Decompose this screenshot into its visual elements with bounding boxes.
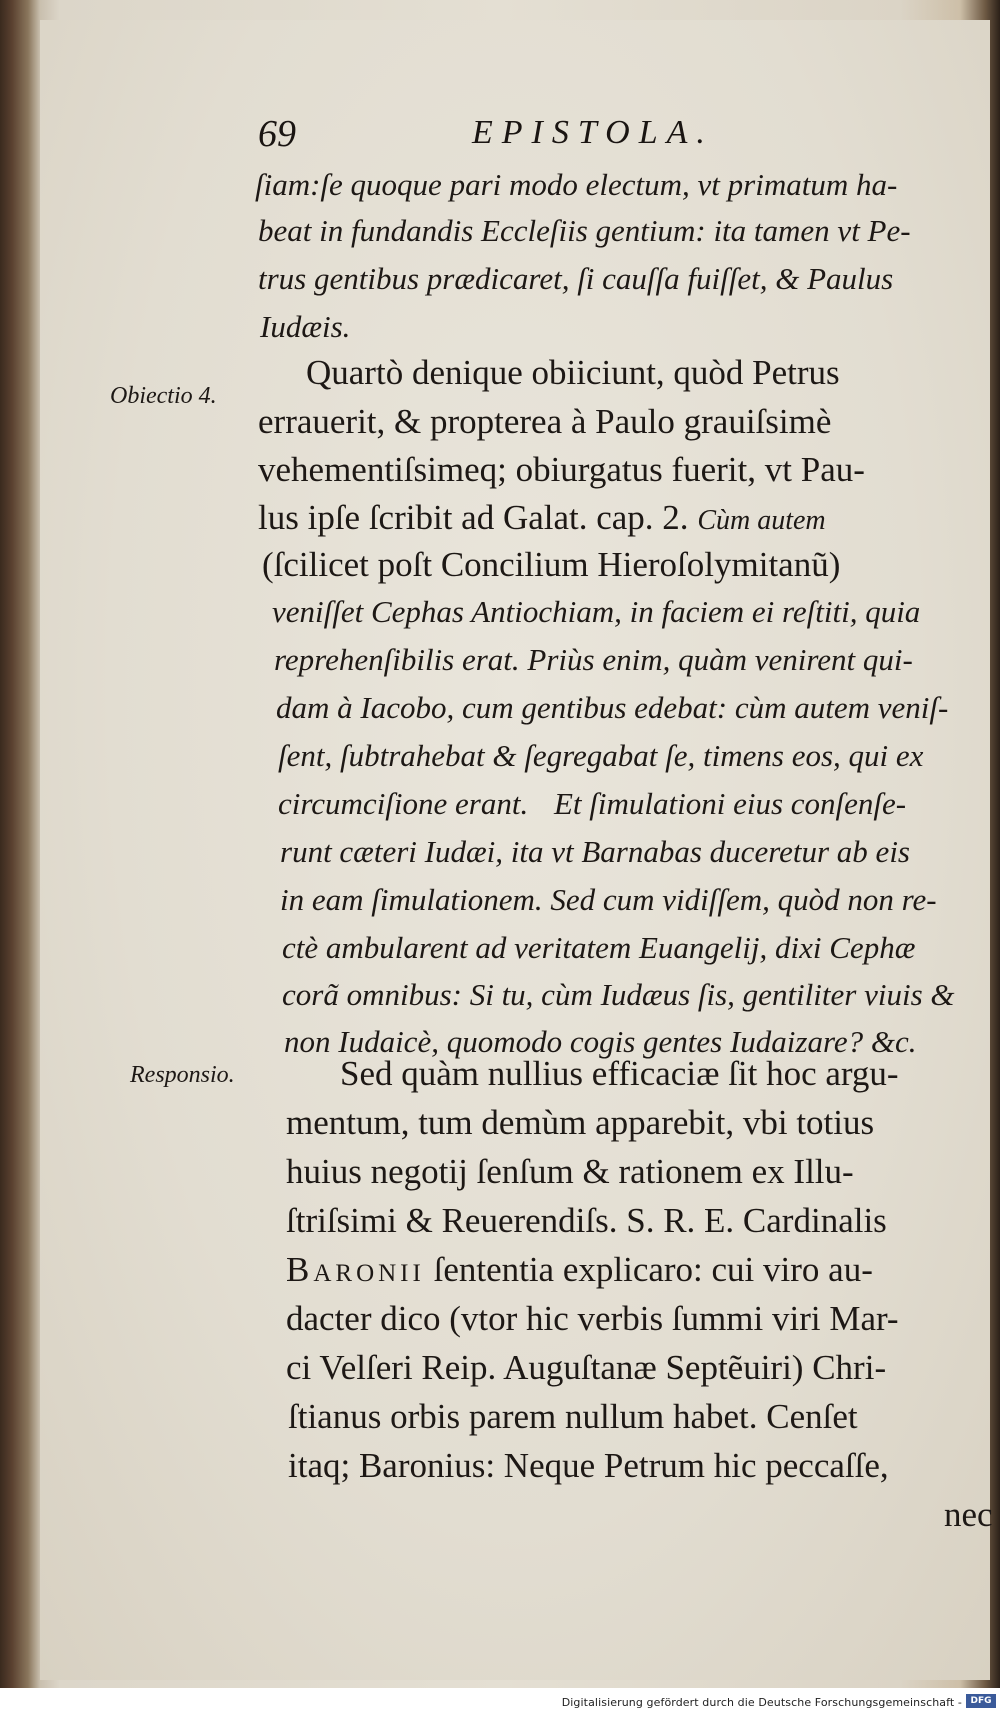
- text-line: ſent, ſubtrahebat & ſegregabat ſe, timens eos, qui ex: [278, 738, 924, 773]
- text-line: errauerit, & propterea à Paulo grauiſsimè: [258, 402, 832, 441]
- margin-note-response: Responsio.: [130, 1062, 235, 1088]
- text-line: Iudæis.: [260, 309, 351, 344]
- text-segment: Et ſimulationi eius conſenſe-: [553, 786, 907, 821]
- running-title: EPISTOLA.: [472, 114, 714, 151]
- text-line: ſtianus orbis parem nullum habet. Cenſet: [288, 1397, 858, 1436]
- text-line: veniſſet Cephas Antiochiam, in faciem ei reſtiti, quia: [272, 594, 921, 629]
- text-line: ci Velſeri Reip. Auguſtanæ Septẽuiri) Chri-: [286, 1348, 887, 1387]
- page-number: 69: [258, 113, 296, 155]
- text-line: dacter dico (vtor hic verbis ſummi viri Mar-: [286, 1299, 899, 1338]
- text-line: non Iudaicè, quomodo cogis gentes Iudaizare? &c.: [284, 1024, 917, 1059]
- text-line: vehementiſsimeq; obiurgatus fuerit, vt Pau-: [258, 450, 865, 489]
- text-line: ſiam:ſe quoque pari modo electum, vt primatum ha-: [255, 167, 898, 202]
- margin-note-objection: Obiectio 4.: [110, 383, 217, 409]
- text-line: corã omnibus: Si tu, cùm Iudæus ſis, gentiliter viuis &: [282, 977, 955, 1012]
- text-line: [258, 498, 826, 538]
- text-segment-smallcaps: Baronii: [286, 1250, 425, 1289]
- catchword: nec: [944, 1495, 993, 1534]
- text-line: reprehenſibilis erat. Priùs enim, quàm venirent qui-: [274, 642, 913, 677]
- text-line: [286, 1250, 873, 1290]
- text-line: in eam ſimulationem. Sed cum vidiſſem, quòd non re-: [280, 882, 937, 917]
- text-line: (ſcilicet poſt Concilium Hieroſolymitanũ): [262, 545, 841, 584]
- text-line: trus gentibus prædicaret, ſi cauſſa fuiſſet, & Paulus: [258, 261, 894, 296]
- footer-bar: [0, 1688, 1000, 1715]
- text-line: Sed quàm nullius efficaciæ ſit hoc argu-: [340, 1054, 899, 1093]
- text-segment: lus ipſe ſcribit ad Galat. cap. 2.: [258, 498, 689, 537]
- text-line: ctè ambularent ad veritatem Euangelij, dixi Cephæ: [282, 930, 916, 965]
- text-line: mentum, tum demùm apparebit, vbi totius: [286, 1103, 875, 1142]
- page-header: [0, 112, 1000, 162]
- text-line: runt cæteri Iudæi, ita vt Barnabas duceretur ab eis: [280, 834, 910, 869]
- text-line: [278, 786, 906, 822]
- text-line: itaq; Baronius: Neque Petrum hic peccaſſe,: [288, 1446, 889, 1485]
- text-line: dam à Iacobo, cum gentibus edebat: cùm autem veniſ-: [276, 690, 949, 725]
- dfg-logo: DFG: [966, 1694, 996, 1708]
- text-segment-italic: Cùm autem: [697, 505, 826, 536]
- funding-credit: Digitalisierung gefördert durch die Deutsche Forschungsgemeinschaft -: [561, 1696, 962, 1709]
- text-line: beat in fundandis Eccleſiis gentium: ita tamen vt Pe-: [258, 213, 911, 248]
- text-line: ſtriſsimi & Reuerendiſs. S. R. E. Cardinalis: [286, 1201, 887, 1240]
- text-line: Quartò denique obiiciunt, quòd Petrus: [306, 353, 840, 392]
- text-line: huius negotij ſenſum & rationem ex Illu-: [286, 1152, 854, 1191]
- text-segment: circumciſione erant.: [278, 786, 529, 821]
- text-segment: ſententia explicaro: cui viro au-: [433, 1250, 873, 1289]
